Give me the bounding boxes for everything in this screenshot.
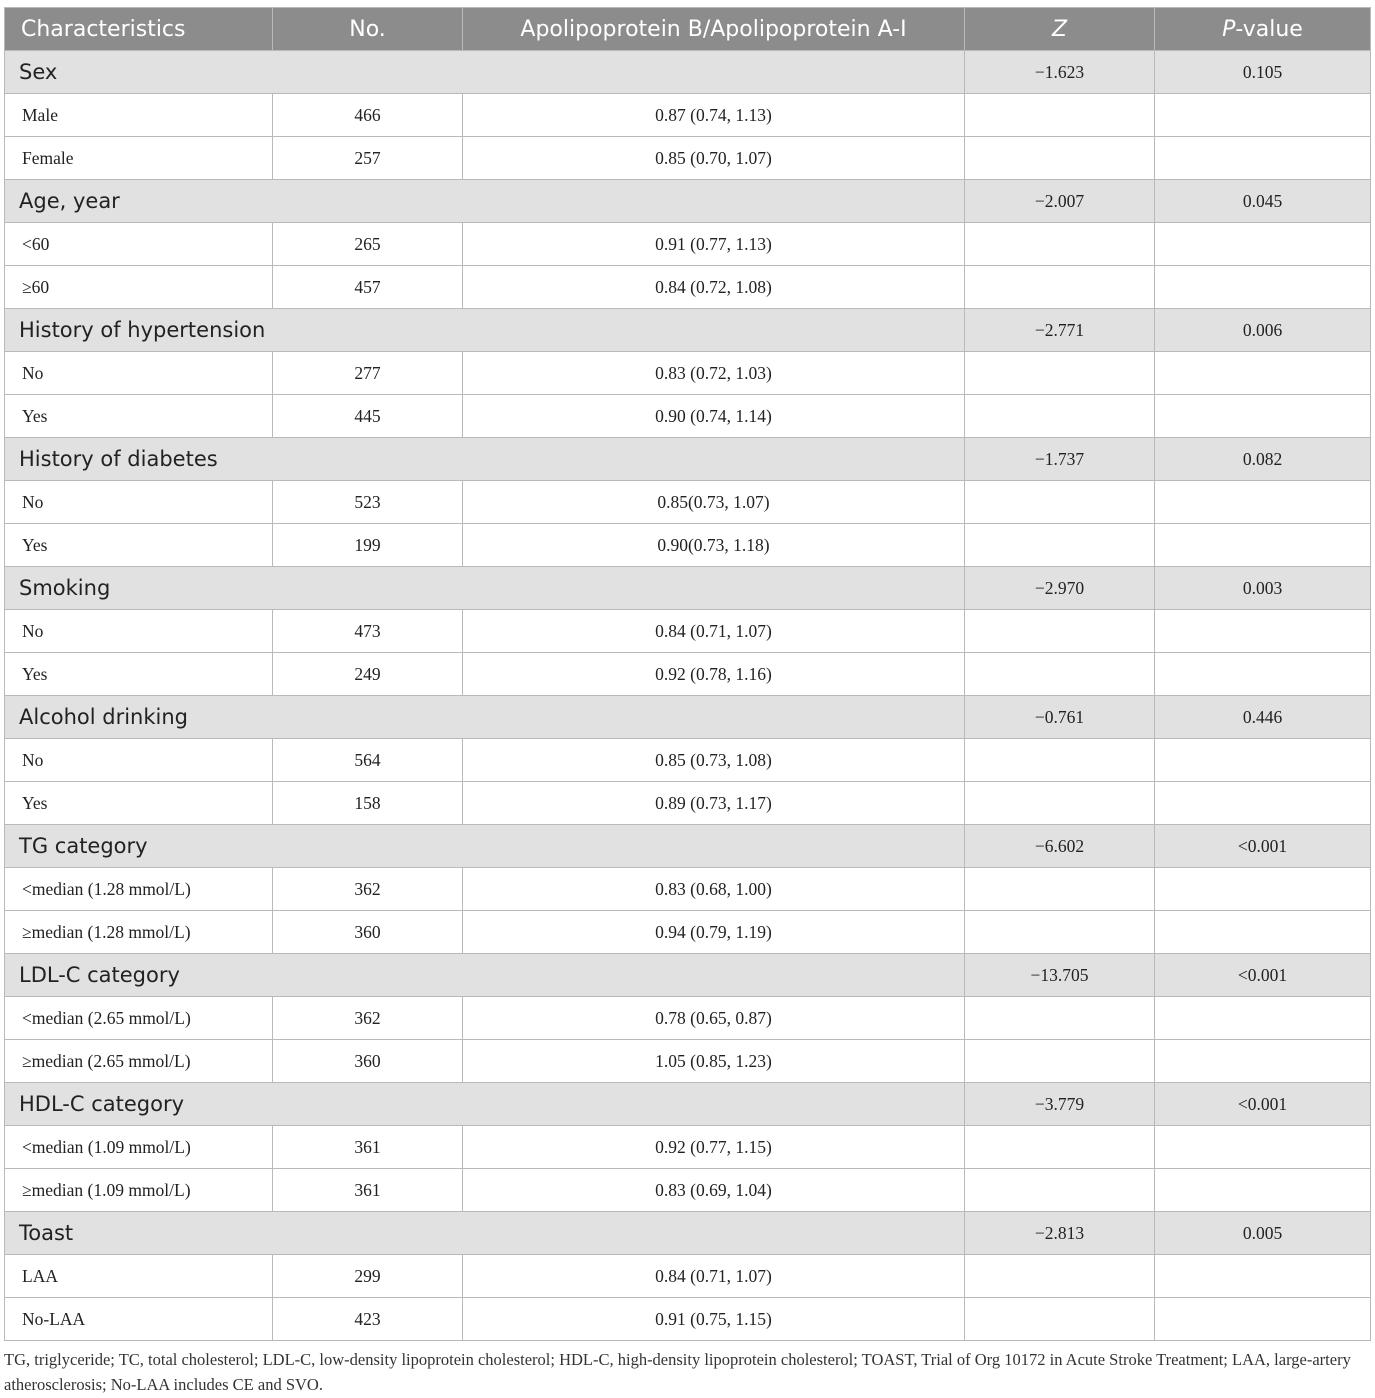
row-count: 457 [273,266,463,309]
row-label: No [5,610,273,653]
row-z-empty [965,524,1155,567]
row-label: No [5,481,273,524]
row-ratio: 0.94 (0.79, 1.19) [463,911,965,954]
row-ratio: 0.83 (0.69, 1.04) [463,1169,965,1212]
row-count: 466 [273,94,463,137]
row-p-empty [1155,524,1371,567]
group-label: Alcohol drinking [5,696,965,739]
row-ratio: 0.90 (0.74, 1.14) [463,395,965,438]
row-ratio: 0.85 (0.70, 1.07) [463,137,965,180]
group-p-value: 0.005 [1155,1212,1371,1255]
group-label: Age, year [5,180,965,223]
table-row [5,266,1371,309]
table-row [5,1040,1371,1083]
row-label: ≥60 [5,266,273,309]
row-ratio: 0.84 (0.71, 1.07) [463,610,965,653]
group-z-value: −2.970 [965,567,1155,610]
group-label: Smoking [5,567,965,610]
row-z-empty [965,1169,1155,1212]
row-label: Yes [5,782,273,825]
row-z-empty [965,481,1155,524]
group-header-row [5,1083,1371,1126]
row-count: 277 [273,352,463,395]
group-z-value: −3.779 [965,1083,1155,1126]
table-row [5,610,1371,653]
row-z-empty [965,94,1155,137]
row-count: 423 [273,1298,463,1341]
row-count: 265 [273,223,463,266]
row-z-empty [965,137,1155,180]
table-row [5,1255,1371,1298]
table-row [5,481,1371,524]
row-z-empty [965,1255,1155,1298]
row-z-empty [965,610,1155,653]
row-count: 361 [273,1169,463,1212]
group-label: LDL-C category [5,954,965,997]
group-header-row [5,51,1371,94]
row-label: ≥median (1.09 mmol/L) [5,1169,273,1212]
group-z-value: −6.602 [965,825,1155,868]
row-z-empty [965,997,1155,1040]
table-row [5,94,1371,137]
group-label: Sex [5,51,965,94]
group-header-row [5,954,1371,997]
row-p-empty [1155,1298,1371,1341]
row-p-empty [1155,1040,1371,1083]
row-label: Yes [5,524,273,567]
header-characteristics: Characteristics [5,8,273,51]
row-count: 362 [273,997,463,1040]
row-p-empty [1155,137,1371,180]
row-p-empty [1155,1169,1371,1212]
group-z-value: −2.813 [965,1212,1155,1255]
group-header-row [5,696,1371,739]
row-label: Female [5,137,273,180]
table-row [5,653,1371,696]
row-label: No-LAA [5,1298,273,1341]
row-ratio: 0.84 (0.72, 1.08) [463,266,965,309]
row-p-empty [1155,1126,1371,1169]
group-header-row [5,180,1371,223]
row-label: <median (2.65 mmol/L) [5,997,273,1040]
row-label: No [5,739,273,782]
row-z-empty [965,1298,1155,1341]
row-p-empty [1155,739,1371,782]
row-ratio: 1.05 (0.85, 1.23) [463,1040,965,1083]
group-label: HDL-C category [5,1083,965,1126]
row-ratio: 0.85 (0.73, 1.08) [463,739,965,782]
group-header-row [5,1212,1371,1255]
row-ratio: 0.83 (0.68, 1.00) [463,868,965,911]
row-label: <median (1.09 mmol/L) [5,1126,273,1169]
row-p-empty [1155,911,1371,954]
group-label: History of diabetes [5,438,965,481]
row-ratio: 0.85(0.73, 1.07) [463,481,965,524]
table-row [5,1298,1371,1341]
header-no: No. [273,8,463,51]
table-body [5,51,1371,1341]
row-count: 257 [273,137,463,180]
row-label: No [5,352,273,395]
row-label: ≥median (1.28 mmol/L) [5,911,273,954]
table-row [5,352,1371,395]
group-p-value: <0.001 [1155,825,1371,868]
row-ratio: 0.87 (0.74, 1.13) [463,94,965,137]
row-p-empty [1155,997,1371,1040]
row-z-empty [965,911,1155,954]
group-p-value: 0.446 [1155,696,1371,739]
group-p-value: <0.001 [1155,1083,1371,1126]
group-p-value: 0.006 [1155,309,1371,352]
row-ratio: 0.89 (0.73, 1.17) [463,782,965,825]
row-ratio: 0.78 (0.65, 0.87) [463,997,965,1040]
row-label: LAA [5,1255,273,1298]
row-p-empty [1155,94,1371,137]
row-count: 199 [273,524,463,567]
header-z: Z [965,8,1155,51]
row-count: 360 [273,911,463,954]
table-row [5,868,1371,911]
group-p-value: <0.001 [1155,954,1371,997]
header-p-italic: P [1222,16,1236,42]
group-p-value: 0.045 [1155,180,1371,223]
group-header-row [5,567,1371,610]
row-z-empty [965,1040,1155,1083]
row-count: 445 [273,395,463,438]
group-z-value: −0.761 [965,696,1155,739]
table-row [5,524,1371,567]
group-z-value: −13.705 [965,954,1155,997]
row-p-empty [1155,653,1371,696]
row-ratio: 0.91 (0.77, 1.13) [463,223,965,266]
results-table [4,7,1371,1341]
row-label: Male [5,94,273,137]
row-p-empty [1155,1255,1371,1298]
header-p-suffix: -value [1235,16,1303,42]
row-z-empty [965,782,1155,825]
row-ratio: 0.90(0.73, 1.18) [463,524,965,567]
group-header-row [5,438,1371,481]
row-count: 249 [273,653,463,696]
row-z-empty [965,739,1155,782]
table-row [5,911,1371,954]
row-count: 299 [273,1255,463,1298]
table-row [5,137,1371,180]
table-row [5,1169,1371,1212]
row-count: 523 [273,481,463,524]
row-z-empty [965,395,1155,438]
row-label: <60 [5,223,273,266]
header-ratio: Apolipoprotein B/Apolipoprotein A-I [463,8,965,51]
row-p-empty [1155,223,1371,266]
table-row [5,223,1371,266]
group-z-value: −2.771 [965,309,1155,352]
row-label: Yes [5,653,273,696]
group-label: Toast [5,1212,965,1255]
row-p-empty [1155,782,1371,825]
row-z-empty [965,1126,1155,1169]
row-count: 158 [273,782,463,825]
group-header-row [5,309,1371,352]
row-p-empty [1155,395,1371,438]
table-container [4,7,1370,1341]
group-p-value: 0.003 [1155,567,1371,610]
group-header-row [5,825,1371,868]
group-p-value: 0.105 [1155,51,1371,94]
row-z-empty [965,352,1155,395]
row-p-empty [1155,481,1371,524]
table-footnote: TG, triglyceride; TC, total cholesterol; LDL-C, low-density lipoprotein cholesterol; HDL-C, high-density lipoprotein cholesterol; TOAST, Trial of Org 10172 in Acute Stroke Treatment; LAA, large-artery atherosclerosis; No-LAA includes CE and SVO. [4,1350,1351,1394]
group-label: TG category [5,825,965,868]
row-p-empty [1155,610,1371,653]
row-count: 360 [273,1040,463,1083]
row-label: <median (1.28 mmol/L) [5,868,273,911]
group-z-value: −1.623 [965,51,1155,94]
row-ratio: 0.84 (0.71, 1.07) [463,1255,965,1298]
header-row [5,8,1371,51]
row-count: 564 [273,739,463,782]
table-row [5,739,1371,782]
table-row [5,997,1371,1040]
row-z-empty [965,868,1155,911]
group-z-value: −2.007 [965,180,1155,223]
row-z-empty [965,653,1155,696]
row-z-empty [965,223,1155,266]
header-p-value [1155,8,1371,51]
row-p-empty [1155,266,1371,309]
group-p-value: 0.082 [1155,438,1371,481]
table-row [5,395,1371,438]
row-count: 473 [273,610,463,653]
table-row [5,782,1371,825]
row-z-empty [965,266,1155,309]
row-ratio: 0.83 (0.72, 1.03) [463,352,965,395]
row-count: 362 [273,868,463,911]
row-ratio: 0.92 (0.78, 1.16) [463,653,965,696]
row-p-empty [1155,352,1371,395]
row-count: 361 [273,1126,463,1169]
row-p-empty [1155,868,1371,911]
table-row [5,1126,1371,1169]
row-label: Yes [5,395,273,438]
row-ratio: 0.91 (0.75, 1.15) [463,1298,965,1341]
row-label: ≥median (2.65 mmol/L) [5,1040,273,1083]
group-z-value: −1.737 [965,438,1155,481]
group-label: History of hypertension [5,309,965,352]
row-ratio: 0.92 (0.77, 1.15) [463,1126,965,1169]
